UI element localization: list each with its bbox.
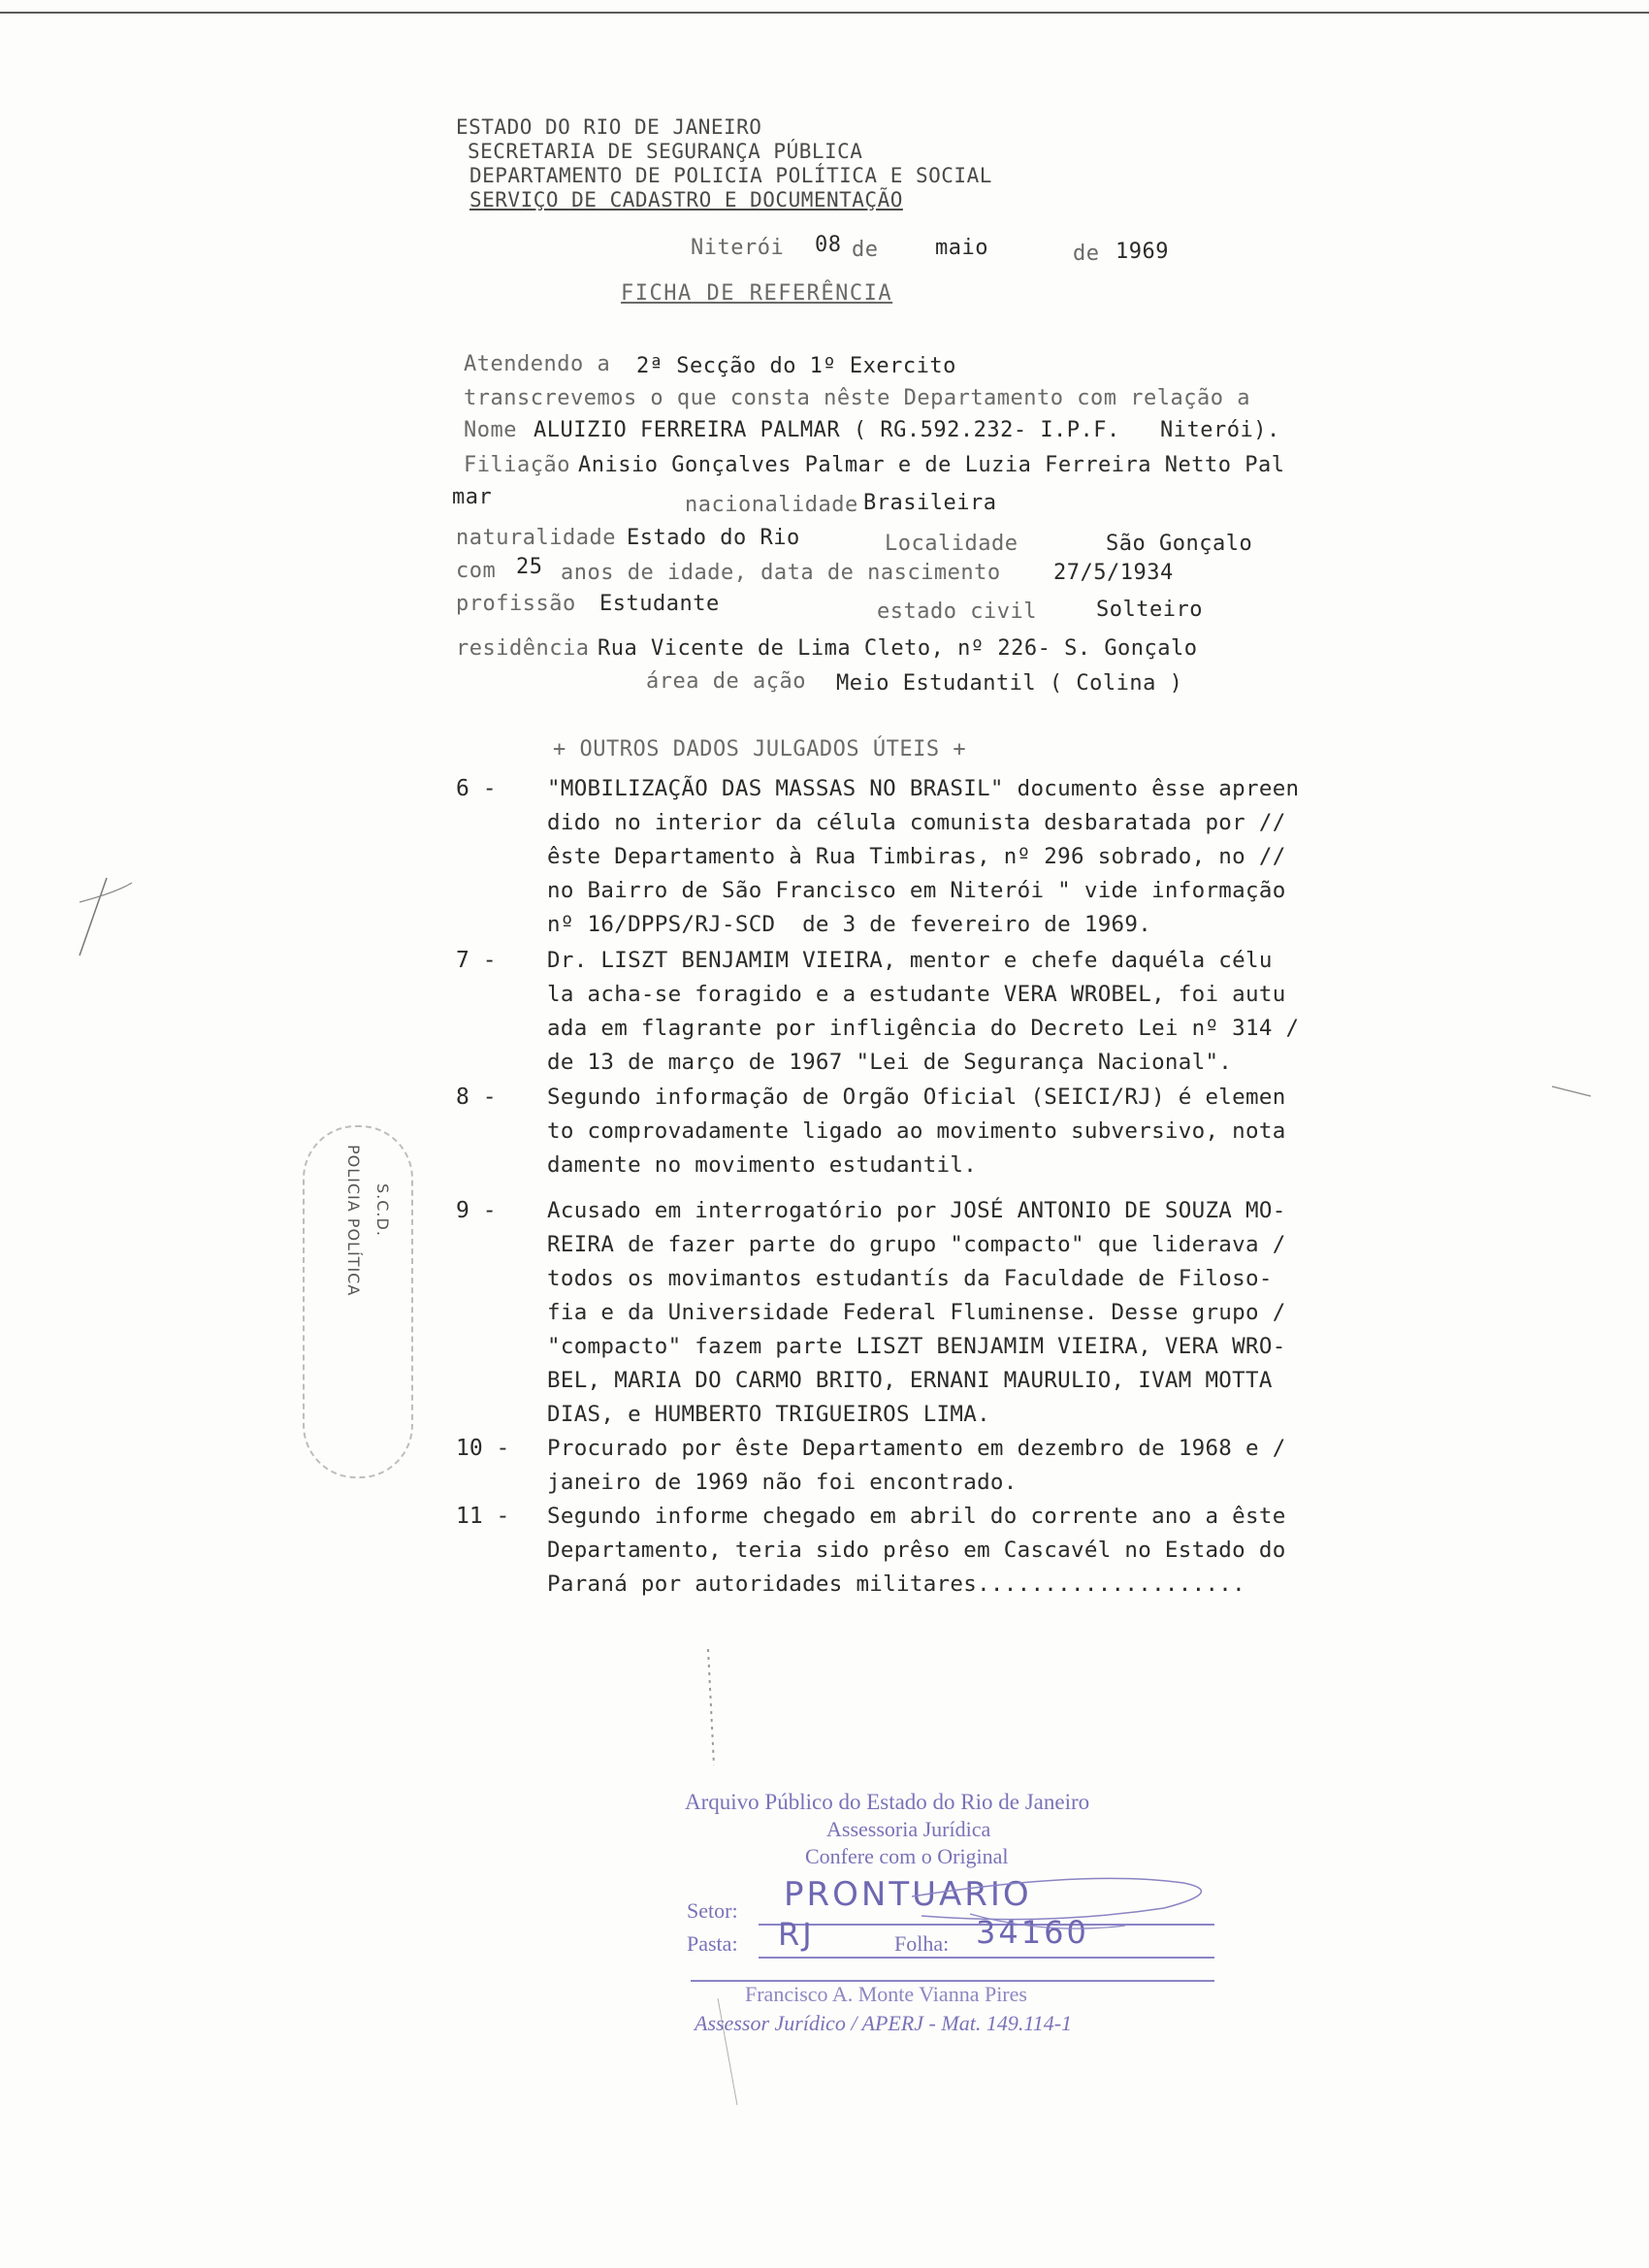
- profissao-value: Estudante: [599, 592, 720, 616]
- stamp-scribble: [679, 1790, 1222, 2081]
- date-month: maio: [935, 236, 988, 260]
- archive-stamp-line1: Arquivo Público do Estado do Rio de Janeiro: [685, 1790, 1090, 1814]
- item-line: Departamento, teria sido prêso em Cascavél no Estado do: [547, 1538, 1286, 1563]
- header-line-3: DEPARTAMENTO DE POLICIA POLÍTICA E SOCIAL: [469, 164, 992, 187]
- item-number: 10 -: [456, 1436, 510, 1461]
- naturalidade-label: naturalidade: [456, 526, 616, 550]
- date-day: 08: [815, 233, 842, 257]
- residencia-value: Rua Vicente de Lima Cleto, nº 226- S. Gonçalo: [598, 636, 1198, 661]
- item-line: êste Departamento à Rua Timbiras, nº 296 sobrado, no //: [547, 844, 1286, 869]
- atendendo-value: 2ª Secção do 1º Exercito: [636, 354, 956, 378]
- header-line-4: SERVIÇO DE CADASTRO E DOCUMENTAÇÃO: [469, 188, 903, 211]
- nacionalidade-value: Brasileira: [863, 491, 997, 515]
- naturalidade-value: Estado do Rio: [627, 526, 800, 550]
- item-number: 7 -: [456, 948, 497, 973]
- filiacao-value: Anisio Gonçalves Palmar e de Luzia Ferreira Netto Pal: [578, 453, 1285, 477]
- side-stamp-text-1: POLICIA POLÍTICA: [344, 1145, 363, 1297]
- nome-value: ALUIZIO FERREIRA PALMAR ( RG.592.232- I.P.F. Niterói).: [534, 418, 1280, 442]
- item-line: de 13 de março de 1967 "Lei de Segurança Nacional".: [547, 1050, 1233, 1075]
- setor-value: PRONTUARIO: [784, 1875, 1032, 1914]
- pen-mark-2: [80, 883, 132, 902]
- pen-mark-4: [708, 1649, 714, 1766]
- area-value: Meio Estudantil ( Colina ): [836, 671, 1183, 696]
- item-line: janeiro de 1969 não foi encontrado.: [547, 1470, 1018, 1495]
- date-de-2: de: [1073, 242, 1100, 266]
- item-line: damente no movimento estudantil.: [547, 1152, 978, 1178]
- filiacao-label: Filiação: [464, 453, 570, 477]
- item-line: Segundo informe chegado em abril do corrente ano a êste: [547, 1504, 1286, 1529]
- date-city: Niterói: [691, 236, 785, 260]
- item-line: Dr. LISZT BENJAMIM VIEIRA, mentor e chefe daquéla célu: [547, 948, 1273, 973]
- item-line: ada em flagrante por infligência do Decreto Lei nº 314 /: [547, 1016, 1300, 1041]
- item-line: la acha-se foragido e a estudante VERA WROBEL, foi autu: [547, 982, 1286, 1007]
- item-line: Segundo informação de Orgão Oficial (SEICI/RJ) é elemen: [547, 1085, 1286, 1110]
- item-line: "MOBILIZAÇÃO DAS MASSAS NO BRASIL" documento êsse apreen: [547, 776, 1300, 801]
- item-line: "compacto" fazem parte LISZT BENJAMIM VIEIRA, VERA WRO-: [547, 1334, 1286, 1359]
- idade-value: 25: [516, 555, 543, 579]
- date-year: 1969: [1116, 240, 1169, 264]
- page-title: FICHA DE REFERÊNCIA: [621, 281, 893, 306]
- localidade-value: São Gonçalo: [1106, 532, 1253, 556]
- pen-mark-1: [80, 878, 107, 956]
- item-line: Procurado por êste Departamento em dezembro de 1968 e /: [547, 1436, 1286, 1461]
- signer-role: Assessor Jurídico / APERJ - Mat. 149.114-1: [695, 2011, 1073, 2035]
- pen-mark-3: [1552, 1086, 1591, 1096]
- section-title: + OUTROS DADOS JULGADOS ÚTEIS +: [553, 737, 967, 761]
- atendendo-label: Atendendo a: [464, 352, 611, 376]
- pasta-label: Pasta:: [687, 1931, 738, 1956]
- archive-stamp: [679, 1790, 1222, 2081]
- archive-stamp-line2: Assessoria Jurídica: [826, 1817, 991, 1841]
- area-label: área de ação: [646, 669, 806, 694]
- pasta-value: RJ: [778, 1916, 815, 1953]
- filiacao-cont: mar: [452, 485, 493, 509]
- localidade-label: Localidade: [885, 532, 1018, 556]
- item-line: Acusado em interrogatório por JOSÉ ANTONIO DE SOUZA MO-: [547, 1198, 1286, 1223]
- header-line-1: ESTADO DO RIO DE JANEIRO: [456, 115, 762, 139]
- archive-stamp-line3: Confere com o Original: [805, 1844, 1009, 1868]
- item-line: dido no interior da célula comunista desbaratada por //: [547, 810, 1286, 835]
- item-line: REIRA de fazer parte do grupo "compacto" que liderava /: [547, 1232, 1286, 1257]
- item-line: BEL, MARIA DO CARMO BRITO, ERNANI MAURULIO, IVAM MOTTA: [547, 1368, 1273, 1393]
- item-line: todos os movimantos estudantís da Faculdade de Filoso-: [547, 1266, 1273, 1291]
- signer-name: Francisco A. Monte Vianna Pires: [745, 1982, 1027, 2006]
- item-number: 9 -: [456, 1198, 497, 1223]
- item-number: 8 -: [456, 1085, 497, 1110]
- side-stamp-text-2: S.C.D.: [373, 1183, 392, 1237]
- folha-value: 34160: [976, 1914, 1089, 1951]
- item-line: nº 16/DPPS/RJ-SCD de 3 de fevereiro de 1969.: [547, 912, 1152, 937]
- item-line: DIAS, e HUMBERTO TRIGUEIROS LIMA.: [547, 1402, 990, 1427]
- item-line: no Bairro de São Francisco em Niterói " vide informação: [547, 878, 1286, 903]
- transcreve-line: transcrevemos o que consta nêste Departamento com relação a: [464, 386, 1250, 410]
- item-number: 6 -: [456, 776, 497, 801]
- setor-label: Setor:: [687, 1898, 738, 1923]
- item-line: to comprovadamente ligado ao movimento subversivo, nota: [547, 1118, 1286, 1144]
- nascimento-value: 27/5/1934: [1053, 561, 1174, 585]
- residencia-label: residência: [456, 636, 590, 661]
- nome-label: Nome: [464, 418, 517, 442]
- estado-civil-label: estado civil: [877, 599, 1037, 624]
- item-line: Paraná por autoridades militares....................: [547, 1571, 1245, 1597]
- estado-civil-value: Solteiro: [1096, 598, 1203, 622]
- item-line: fia e da Universidade Federal Fluminense. Desse grupo /: [547, 1300, 1286, 1325]
- idade-prefix: com: [456, 559, 497, 583]
- nacionalidade-label: nacionalidade: [685, 493, 858, 517]
- date-de-1: de: [852, 238, 879, 262]
- item-number: 11 -: [456, 1504, 510, 1529]
- folha-label: Folha:: [894, 1931, 950, 1956]
- header-line-2: SECRETARIA DE SEGURANÇA PÚBLICA: [468, 140, 863, 163]
- profissao-label: profissão: [456, 592, 576, 616]
- idade-suffix: anos de idade, data de nascimento: [561, 561, 1001, 585]
